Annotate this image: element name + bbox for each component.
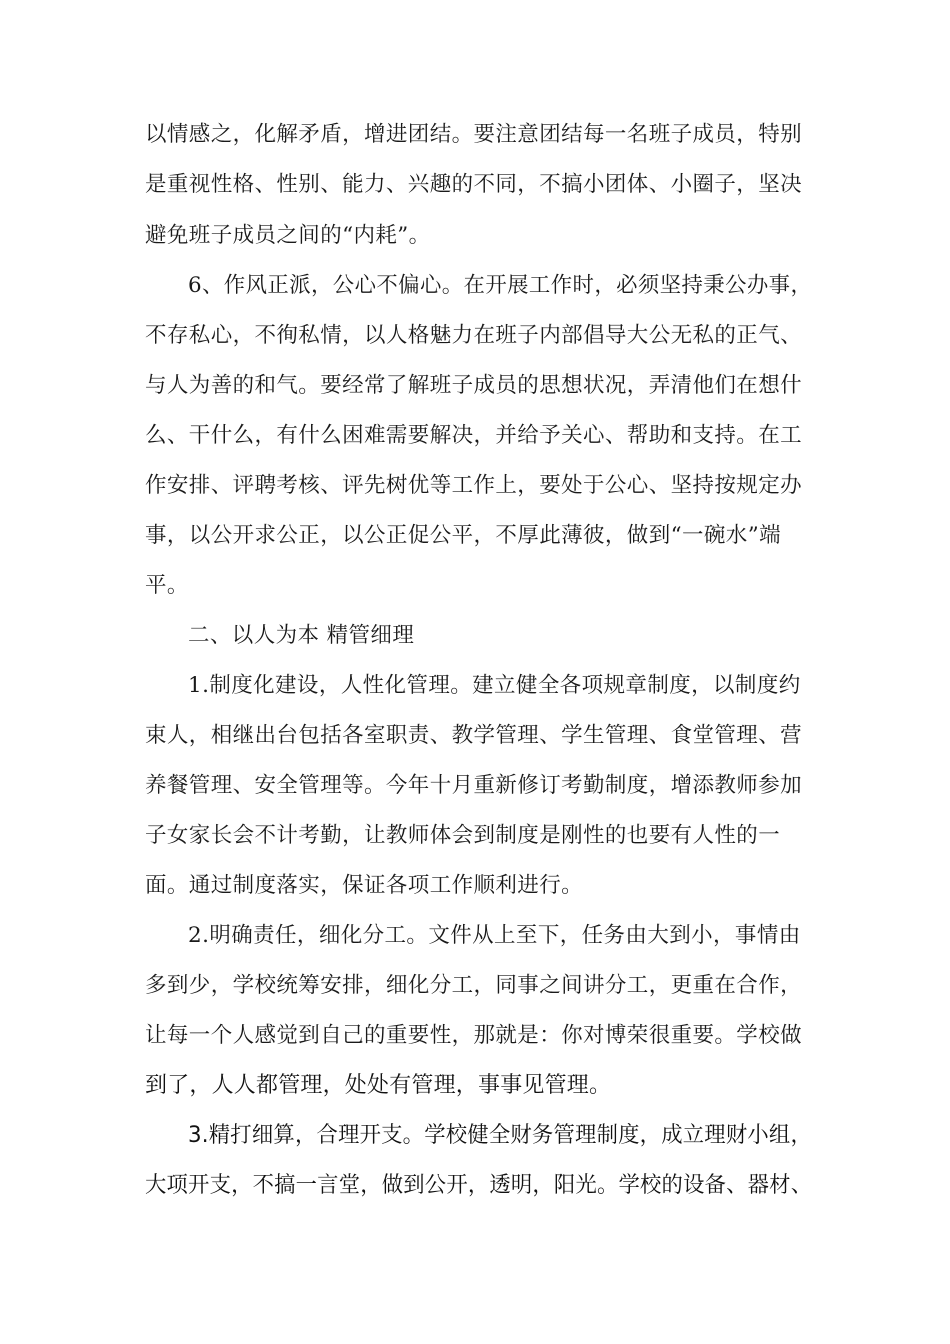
body-text-line: 面。通过制度落实，保证各项工作顺利进行。 bbox=[145, 873, 584, 898]
paragraph-3-heading: 3.精打细算，合理开支。学校健全财务管理制度，成立理财小组， bbox=[188, 1123, 813, 1148]
body-text-line: 避免班子成员之间的“内耗”。 bbox=[145, 223, 431, 248]
body-text-line: 让每一个人感觉到自己的重要性，那就是：你对博荣很重要。学校做 bbox=[145, 1023, 803, 1048]
paragraph-1-heading: 1.制度化建设，人性化管理。建立健全各项规章制度，以制度约 bbox=[188, 673, 801, 698]
paragraph-2-heading: 2.明确责任，细化分工。文件从上至下，任务由大到小，事情由 bbox=[188, 923, 801, 948]
body-text-line: 养餐管理、安全管理等。今年十月重新修订考勤制度，增添教师参加 bbox=[145, 773, 803, 798]
body-text-line: 到了，人人都管理，处处有管理，事事见管理。 bbox=[145, 1073, 612, 1098]
paragraph-6-heading: 6、作风正派，公心不偏心。在开展工作时，必须坚持秉公办事， bbox=[188, 273, 813, 298]
body-text-line: 事，以公开求公正，以公正促公平，不厚此薄彼，做到“一碗水”端 bbox=[145, 523, 781, 548]
body-text-line: 多到少，学校统筹安排，细化分工，同事之间讲分工，更重在合作， bbox=[145, 973, 803, 998]
body-text-line: 么、干什么，有什么困难需要解决，并给予关心、帮助和支持。在工 bbox=[145, 423, 803, 448]
body-text-line: 以情感之，化解矛盾，增进团结。要注意团结每一名班子成员，特别 bbox=[145, 122, 803, 147]
body-text-line: 作安排、评聘考核、评先树优等工作上，要处于公心、坚持按规定办 bbox=[145, 473, 803, 498]
section-heading: 二、以人为本 精管细理 bbox=[188, 623, 415, 648]
body-text-line: 子女家长会不计考勤，让教师体会到制度是刚性的也要有人性的一 bbox=[145, 823, 781, 848]
body-text-line: 束人，相继出台包括各室职责、教学管理、学生管理、食堂管理、营 bbox=[145, 723, 803, 748]
body-text-line: 不存私心，不徇私情，以人格魅力在班子内部倡导大公无私的正气、 bbox=[145, 323, 803, 348]
body-text-line: 大项开支，不搞一言堂，做到公开，透明，阳光。学校的设备、器材、 bbox=[145, 1173, 813, 1198]
body-text-line: 与人为善的和气。要经常了解班子成员的思想状况，弄清他们在想什 bbox=[145, 373, 803, 398]
body-text-line: 是重视性格、性别、能力、兴趣的不同，不搞小团体、小圈子，坚决 bbox=[145, 172, 803, 197]
body-text-line: 平。 bbox=[145, 573, 189, 598]
